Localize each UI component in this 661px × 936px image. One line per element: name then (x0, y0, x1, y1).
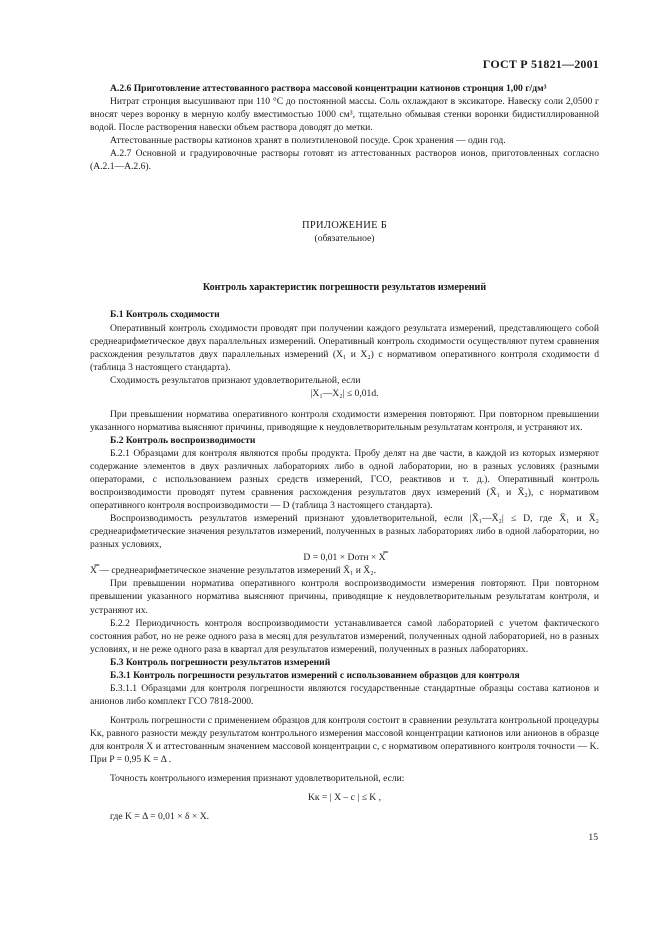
appendix-subtitle: (обязательное) (314, 233, 375, 245)
appendix-heading: Контроль характеристик погрешности результатов измерений (202, 282, 487, 294)
paragraph: При превышении норматива оперативного контроля воспроизводимости измерения повторяют. При повторном превышении указанного норматива выясняют причины, приводящие к неудовлетворительным результатам контроля, и устраняют их. (90, 578, 599, 616)
paragraph: Б.2.2 Периодичность контроля воспроизводимости устанавливается самой лабораторией с учетом фактического состояния работ, но не реже одного раза в месяц для результатов измерений, полученных одной лабораторией, но в разных условиях, и не реже одного раза в квартал для результатов измерений, полученных в разных лабораториях. (90, 617, 599, 655)
section-a26-heading: А.2.6 Приготовление аттестованного раствора массовой концентрации катионов стронция 1,00 г/дм³ (110, 83, 547, 94)
paragraph: Б.2.1 Образцами для контроля являются пробы продукта. Пробу делят на две части, в каждой из которых измеряют содержание элементов в двух различных лабораториях либо в одной лаборатории, но в разных условиях (разными операторами, с использованием разных средств измерений, ГСО, реактивов и т. д.). Оперативный контроль воспроизводимости проводят путем сравнения расхождения результатов двух измерений (X̄₁ и X̄₂), с нормативом оперативного контроля воспроизводимости — D (таблица 3 настоящего стандарта). (90, 447, 599, 512)
paragraph: Б.3.1.1 Образцами для контроля погрешности являются государственные стандартные образцы состава катионов и анионов либо комплект ГСО 7818-2000. (90, 682, 599, 707)
document-body (90, 82, 599, 823)
section-b3-heading: Б.3 Контроль погрешности результатов измерений (110, 656, 331, 668)
paragraph: X̿ — среднеарифметическое значение результатов измерений X̄₁ и X̄₂. (90, 565, 376, 577)
section-b1-heading: Б.1 Контроль сходимости (110, 309, 220, 321)
document-code: ГОСТ Р 51821—2001 (482, 57, 599, 71)
paragraph: Сходимость результатов признают удовлетворительной, если (110, 374, 361, 386)
paragraph: Нитрат стронция высушивают при 110 °С до постоянной массы. Соль охлаждают в эксикаторе. Навеску соли 2,0500 г вносят через воронку в мерную колбу вместимостью 1000 см³, тщательно обмывая стенки воронки бидистиллированной водой. После растворения навески объем раствора доводят до метки. (90, 96, 599, 134)
formula: D = 0,01 × Dотн × X̿ (303, 552, 386, 564)
paragraph: Точность контрольного измерения признают удовлетворительной, если: (110, 773, 405, 785)
section-b2-heading: Б.2 Контроль воспроизводимости (110, 434, 256, 446)
page-number: 15 (588, 832, 598, 843)
section-b31-heading: Б.3.1 Контроль погрешности результатов измерений с использованием образцов для контроля (110, 669, 520, 681)
appendix-title: ПРИЛОЖЕНИЕ Б (301, 220, 388, 232)
paragraph: Аттестованные растворы катионов хранят в полиэтиленовой посуде. Срок хранения — один год. (110, 135, 506, 147)
paragraph: А.2.7 Основной и градуировочные растворы готовят из аттестованных растворов ионов, приготовленных согласно (А.2.1—А.2.6). (90, 148, 599, 173)
paragraph: Воспроизводимость результатов измерений признают удовлетворительной, если |X̄₁—X̄₂| ≤ D, где X̄₁ и X̄₂ среднеарифметические значения результатов измерений, полученных в разных лабораториях либо в одной лаборатории, но разных условиях, (90, 513, 599, 551)
formula: |X₁—X₂| ≤ 0,01d. (310, 387, 379, 399)
paragraph: Оперативный контроль сходимости проводят при получении каждого результата измерений, представляющего собой среднеарифметическое двух параллельных измерений. Оперативный контроль сходимости осуществляют путем сравнения расхождения результатов двух параллельных измерений (X₁ и X₂) с нормативом оперативного контроля сходимости d (таблица 3 настоящего стандарта). (90, 322, 599, 373)
formula: Kк = | X – c | ≤ K , (307, 792, 381, 804)
paragraph: где K = Δ = 0,01 × δ × X. (110, 811, 210, 823)
paragraph: Контроль погрешности с применением образцов для контроля состоит в сравнении результата контрольной процедуры Kк, равного разности между результатом контрольного измерения массовой концентрации катионов или анионов в образце для контроля X и аттестованным значением массовой концентрации c, с нормативом оперативного контроля точности — K. При P = 0,95 K = Δ . (90, 714, 599, 766)
paragraph: При превышении норматива оперативного контроля сходимости измерения повторяют. При повторном превышении указанного норматива выясняют причины, приводящие к неудовлетворительным результатам контроля, и устраняют их. (90, 408, 599, 433)
